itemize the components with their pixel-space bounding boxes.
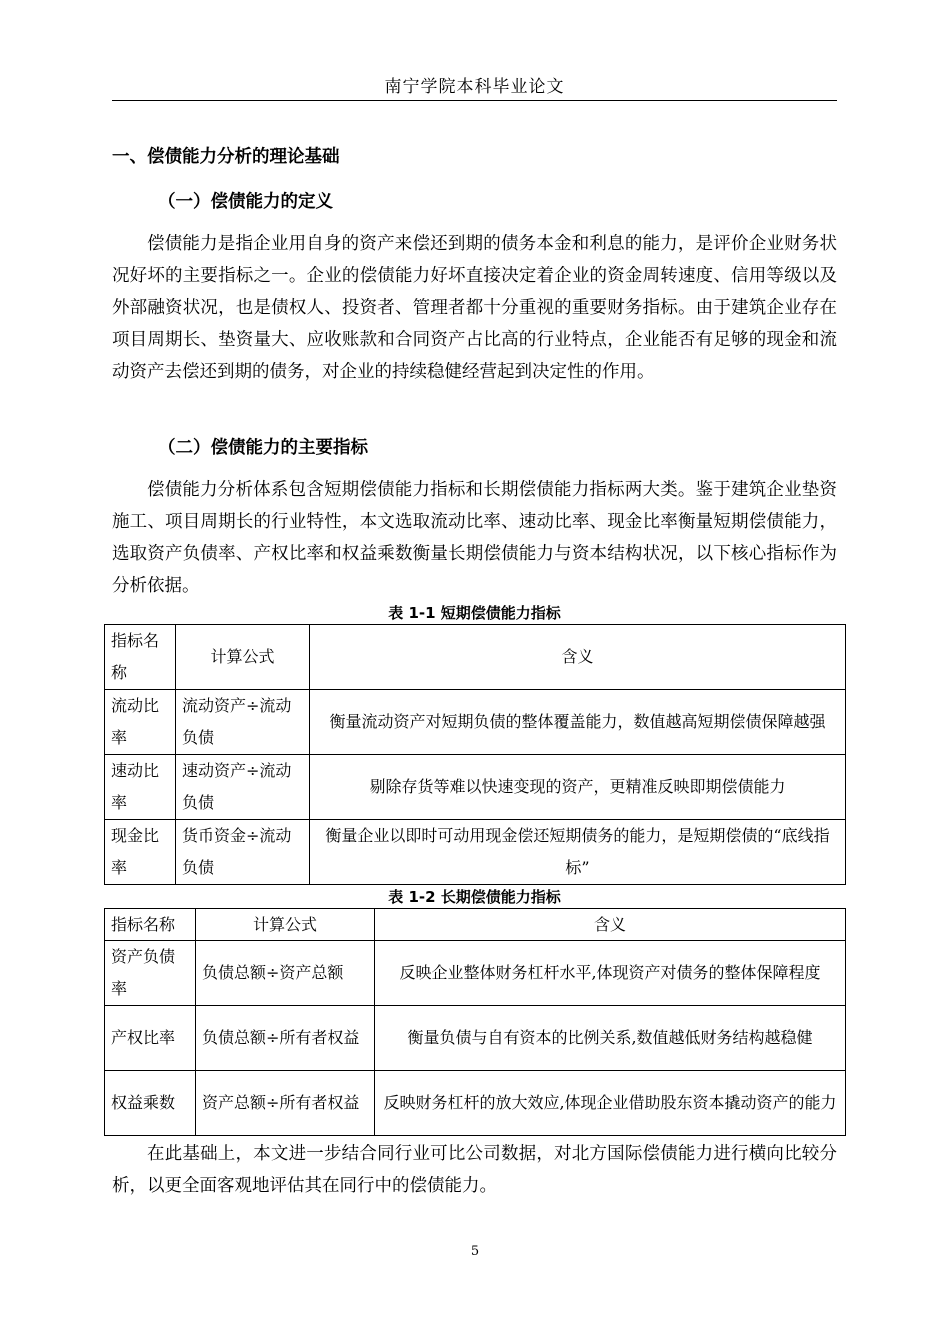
formula-cell: 资产总额÷所有者权益 bbox=[196, 1071, 375, 1136]
table-header-row bbox=[105, 625, 846, 690]
page-number: 5 bbox=[470, 1244, 480, 1259]
table-header-row bbox=[105, 909, 846, 941]
column-header: 含义 bbox=[310, 625, 846, 690]
table-row bbox=[105, 1071, 846, 1136]
table-row bbox=[105, 755, 846, 820]
table-row bbox=[105, 690, 846, 755]
column-header: 指标名称 bbox=[105, 625, 176, 690]
meaning-cell: 反映企业整体财务杠杆水平,体现资产对债务的整体保障程度 bbox=[375, 941, 846, 1006]
subsection-heading-1: （一）偿债能力的定义 bbox=[158, 192, 333, 212]
indicator-name-cell: 产权比率 bbox=[105, 1006, 196, 1071]
table2-caption: 表 1-2 长期偿债能力指标 bbox=[388, 888, 561, 906]
subsection-heading-2: （二）偿债能力的主要指标 bbox=[158, 438, 368, 458]
section-heading: 一、偿债能力分析的理论基础 bbox=[112, 147, 340, 167]
long-term-solvency-table bbox=[104, 908, 846, 1136]
formula-cell: 流动资产÷流动负债 bbox=[176, 690, 310, 755]
paragraph-definition: 偿债能力是指企业用自身的资产来偿还到期的债务本金和利息的能力，是评价企业财务状况好坏的主要指标之一。企业的偿债能力好坏直接决定着企业的资金周转速度、信用等级以及外部融资状况，也是债权人、投资者、管理者都十分重视的重要财务指标。由于建筑企业存在项目周期长、垫资量大、应收账款和合同资产占比高的行业特点，企业能否有足够的现金和流动资产去偿还到期的债务，对企业的持续稳健经营起到决定性的作用。 bbox=[112, 234, 837, 382]
column-header: 含义 bbox=[375, 909, 846, 941]
meaning-cell: 反映财务杠杆的放大效应,体现企业借助股东资本撬动资产的能力 bbox=[375, 1071, 846, 1136]
formula-cell: 速动资产÷流动负债 bbox=[176, 755, 310, 820]
indicator-name-cell: 速动比率 bbox=[105, 755, 176, 820]
paragraph-comparison: 在此基础上，本文进一步结合同行业可比公司数据，对北方国际偿债能力进行横向比较分析，以更全面客观地评估其在同行中的偿债能力。 bbox=[112, 1144, 837, 1196]
indicator-name-cell: 权益乘数 bbox=[105, 1071, 196, 1136]
meaning-cell: 衡量流动资产对短期负债的整体覆盖能力，数值越高短期偿债保障越强 bbox=[310, 690, 846, 755]
meaning-cell: 剔除存货等难以快速变现的资产，更精准反映即期偿债能力 bbox=[310, 755, 846, 820]
formula-cell: 负债总额÷资产总额 bbox=[196, 941, 375, 1006]
indicator-name-cell: 资产负债率 bbox=[105, 941, 196, 1006]
table1-caption: 表 1-1 短期偿债能力指标 bbox=[388, 604, 561, 622]
paragraph-indicators: 偿债能力分析体系包含短期偿债能力指标和长期偿债能力指标两大类。鉴于建筑企业垫资施工、项目周期长的行业特性，本文选取流动比率、速动比率、现金比率衡量短期偿债能力，选取资产负债率、产权比率和权益乘数衡量长期偿债能力与资本结构状况，以下核心指标作为分析依据。 bbox=[112, 480, 837, 596]
meaning-cell: 衡量企业以即时可动用现金偿还短期债务的能力，是短期偿债的“底线指标” bbox=[310, 820, 846, 885]
column-header: 计算公式 bbox=[196, 909, 375, 941]
column-header: 计算公式 bbox=[176, 625, 310, 690]
table-row bbox=[105, 820, 846, 885]
indicator-name-cell: 流动比率 bbox=[105, 690, 176, 755]
formula-cell: 货币资金÷流动负债 bbox=[176, 820, 310, 885]
table-row bbox=[105, 1006, 846, 1071]
meaning-cell: 衡量负债与自有资本的比例关系,数值越低财务结构越稳健 bbox=[375, 1006, 846, 1071]
page-header: 南宁学院本科毕业论文 bbox=[384, 77, 565, 97]
short-term-solvency-table bbox=[104, 624, 846, 885]
formula-cell: 负债总额÷所有者权益 bbox=[196, 1006, 375, 1071]
header-rule bbox=[112, 100, 837, 101]
table-row bbox=[105, 941, 846, 1006]
column-header: 指标名称 bbox=[105, 909, 196, 941]
indicator-name-cell: 现金比率 bbox=[105, 820, 176, 885]
